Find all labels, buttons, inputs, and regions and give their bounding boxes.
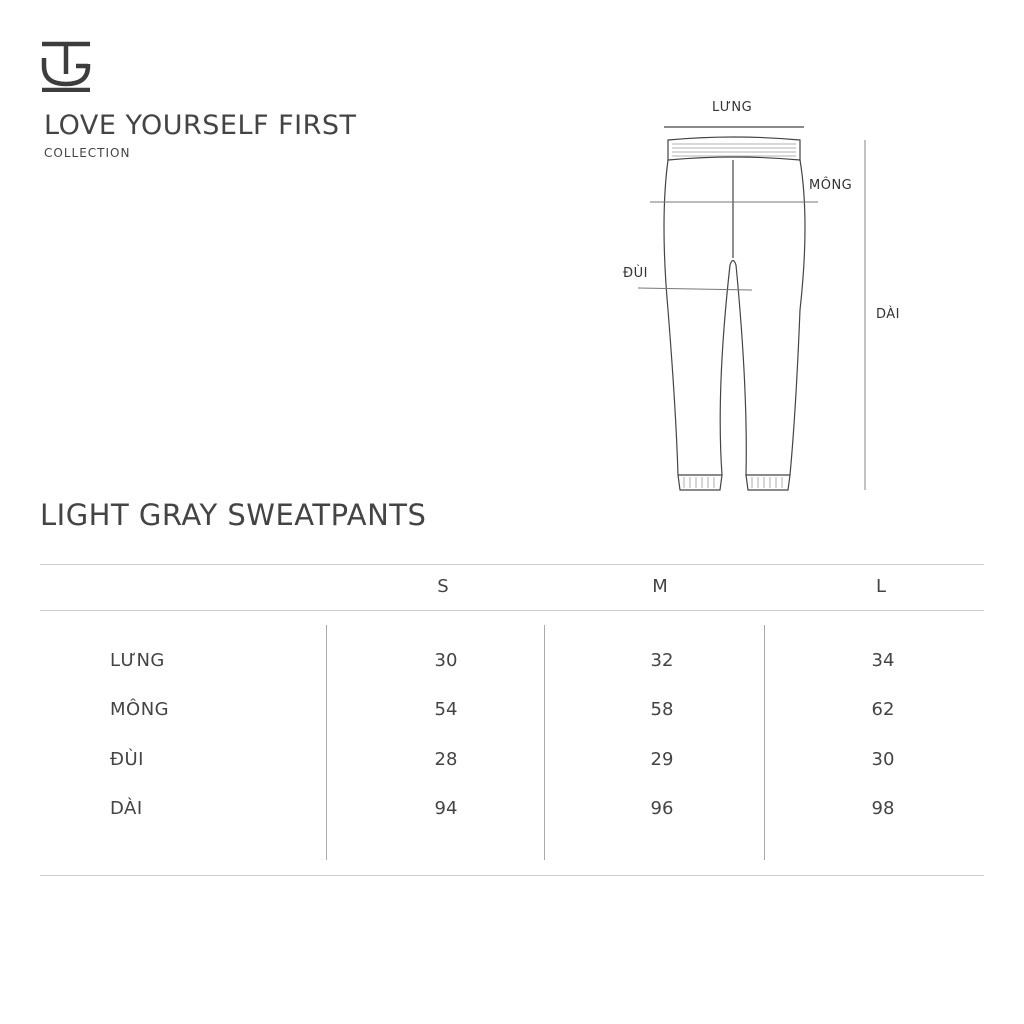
table-cell: 96	[650, 798, 674, 819]
table-cell: 34	[871, 650, 895, 671]
table-cell: 30	[434, 650, 458, 671]
column-divider	[544, 625, 545, 860]
table-top-divider	[40, 564, 984, 565]
brand-subtitle: COLLECTION	[44, 146, 131, 160]
column-header-l: L	[875, 576, 887, 597]
table-bottom-divider	[40, 875, 984, 876]
product-title: LIGHT GRAY SWEATPANTS	[40, 498, 427, 532]
table-cell: 98	[871, 798, 895, 819]
table-cell: 32	[650, 650, 674, 671]
sweatpants-diagram	[600, 90, 920, 500]
table-header-divider	[40, 610, 984, 611]
row-label-waist: LƯNG	[110, 650, 165, 671]
brand-title: LOVE YOURSELF FIRST	[44, 110, 357, 141]
column-divider	[326, 625, 327, 860]
hip-label: MÔNG	[809, 178, 853, 193]
table-cell: 28	[434, 749, 458, 770]
sweatpants-outline-icon	[600, 90, 920, 500]
waist-label: LƯNG	[712, 100, 753, 115]
thigh-label: ĐÙI	[623, 266, 648, 281]
row-label-thigh: ĐÙI	[110, 749, 144, 770]
tg-monogram-logo	[40, 40, 92, 92]
column-header-s: S	[437, 576, 449, 597]
table-cell: 62	[871, 699, 895, 720]
table-cell: 94	[434, 798, 458, 819]
table-cell: 30	[871, 749, 895, 770]
table-cell: 29	[650, 749, 674, 770]
row-label-length: DÀI	[110, 798, 143, 819]
row-label-hip: MÔNG	[110, 699, 170, 720]
table-cell: 58	[650, 699, 674, 720]
column-header-m: M	[652, 576, 668, 597]
length-label: DÀI	[876, 307, 901, 322]
column-divider	[764, 625, 765, 860]
table-cell: 54	[434, 699, 458, 720]
